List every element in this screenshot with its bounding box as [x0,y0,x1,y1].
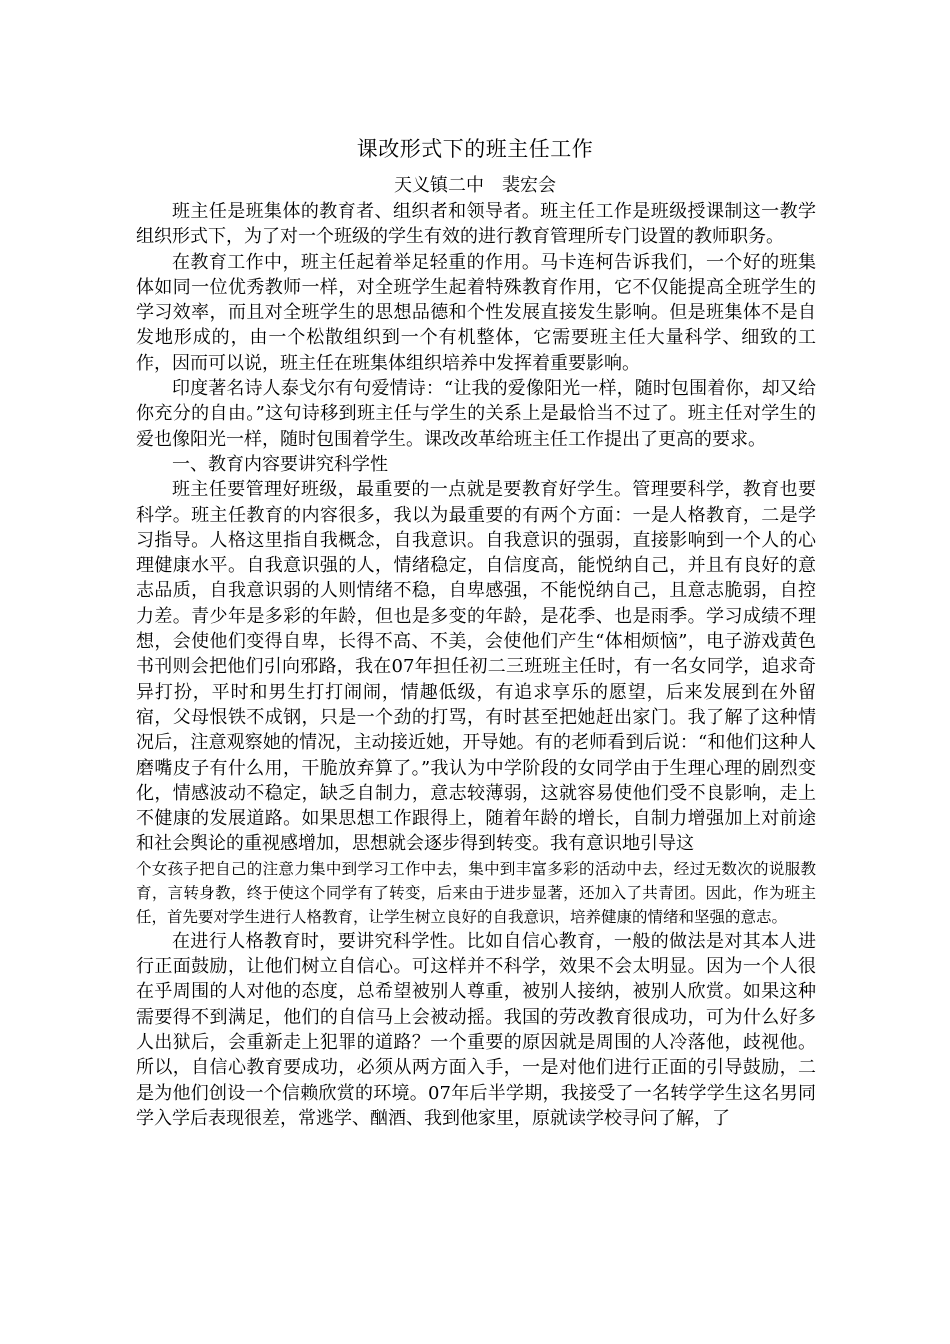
author-line: 天义镇二中 裴宏会 [394,175,556,196]
paragraph: 在教育工作中，班主任起着举足轻重的作用。马卡连柯告诉我们，一个好的班集体如同一位优秀教师一样，对全班学生起着特殊教育作用，它不仅能提高全班学生的学习效率，而且对全班学生的思想品德和个性发展直接发生影响。但是班集体不是自发地形成的，由一个松散组织到一个有机整体，它需要班主任大量科学、细致的工作，因而可以说，班主任在班集体组织培养中发挥着重要影响。 [136,251,816,374]
paragraph: 班主任要管理好班级，最重要的一点就是要教育好学生。管理要科学，教育也要科学。班主任教育的内容很多，我以为最重要的有两个方面：一是人格教育，二是学习指导。人格这里指自我概念，自我意识。自我意识的强弱，直接影响到一个人的心理健康水平。自我意识强的人，情绪稳定，自信度高，能悦纳自己，并且有良好的意志品质，自我意识弱的人则情绪不稳，自卑感强，不能悦纳自己，且意志脆弱，自控力差。青少年是多彩的年龄，但也是多变的年龄，是花季、也是雨季。学习成绩不理想，会使他们变得自卑，长得不高、不美，会使他们产生“体相烦恼”，电子游戏黄色书刊则会把他们引向邪路，我在07年担任初二三班班主任时，有一名女同学，追求奇异打扮，平时和男生打打闹闹，情趣低级，有追求享乐的愿望，后来发展到在外留宿，父母恨铁不成钢，只是一个劲的打骂，有时甚至把她赶出家门。我了解了这种情况后，注意观察她的情况，主动接近她，开导她。有的老师看到后说：“和他们这种人磨嘴皮子有什么用，干脆放弃算了。”我认为中学阶段的女同学由于生理心理的剧烈变化，情感波动不稳定，缺乏自制力，意志较薄弱，这就容易使他们受不良影响，走上不健康的发展道路。如果思想工作跟得上，随着年龄的增长，自制力增强加上对前途和社会舆论的重视感增加，思想就会逐步得到转变。我有意识地引导这 [136,479,816,855]
paragraph: 印度著名诗人泰戈尔有句爱情诗：“让我的爱像阳光一样，随时包围着你，却又给你充分的自由。”这句诗移到班主任与学生的关系上是最恰当不过了。班主任对学生的爱也像阳光一样，随时包围着学生。课改改革给班主任工作提出了更高的要求。 [136,378,816,450]
document-body [136,199,816,1131]
section-heading: 一、教育内容要讲究科学性 [172,453,388,475]
paragraph: 在进行人格教育时，要讲究科学性。比如自信心教育，一般的做法是对其本人进行正面鼓励，让他们树立自信心。可这样并不科学，效果不会太明显。因为一个人很在乎周围的人对他的态度，总希望被别人尊重，被别人接纳，被别人欣赏。如果这种需要得不到满足，他们的自信马上会被动摇。我国的劳改教育很成功，可为什么好多人出狱后，会重新走上犯罪的道路？一个重要的原因就是周围的人冷落他，歧视他。所以，自信心教育要成功，必须从两方面入手，一是对他们进行正面的引导鼓励，二是为他们创设一个信赖欣赏的环境。07年后半学期，我接受了一名转学学生这名男同学入学后表现很差，常逃学、酗酒、我到他家里，原就读学校寻问了解，了 [136,930,816,1129]
paragraph-small-print: 个女孩子把自己的注意力集中到学习工作中去，集中到丰富多彩的活动中去，经过无数次的说服教育，言转身教，终于使这个同学有了转变，后来由于进步显著，还加入了共青团。因此，作为班主任，首先要对学生进行人格教育，让学生树立良好的自我意识，培养健康的情绪和坚强的意志。 [136,859,816,926]
paragraph: 班主任是班集体的教育者、组织者和领导者。班主任工作是班级授课制这一教学组织形式下，为了对一个班级的学生有效的进行教育管理所专门设置的教师职务。 [136,201,816,248]
document-title: 课改形式下的班主任工作 [356,137,594,161]
